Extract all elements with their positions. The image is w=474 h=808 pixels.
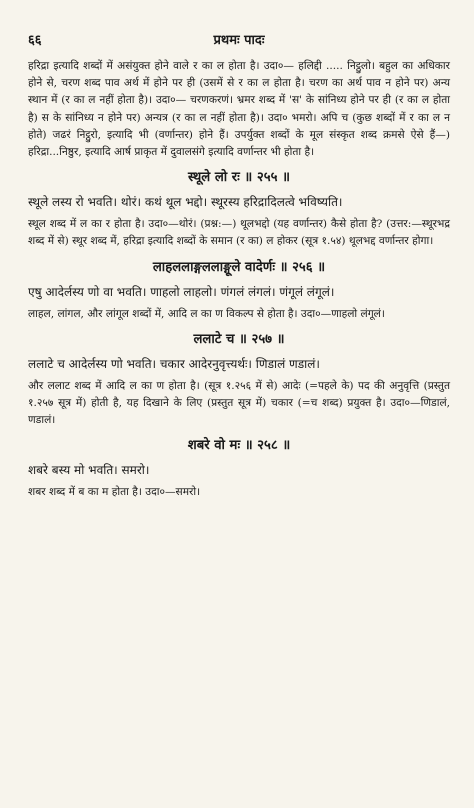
sutra-heading: शबरे वो मः ॥ २५८ ॥ — [187, 438, 291, 454]
sanskrit-vritti: एषु आदेर्लस्य णो वा भवति। णाहलो लाहलो। णंगलं लंगलं। णंगूलं लंगूलं। — [28, 284, 335, 299]
sanskrit-vritti: स्थूले लस्य रो भवति। थोरं। कथं थूल भद्दो। स्थूरस्य हरिद्रादिलत्वे भविष्यति। — [28, 195, 343, 210]
page-header — [28, 30, 450, 52]
sutra-heading: लाहललाङ्गललाङ्गूले वादेर्णः ॥ २५६ ॥ — [152, 259, 326, 275]
sutra-heading: ललाटे च ॥ २५७ ॥ — [193, 331, 285, 347]
sutra-heading: स्थूले लो रः ॥ २५५ ॥ — [188, 170, 290, 186]
sanskrit-vritti: शबरे बस्य मो भवति। समरो। — [28, 463, 150, 478]
running-title: प्रथमः पादः — [213, 33, 265, 48]
hindi-explanation: हरिद्रा इत्यादि शब्दों में असंयुक्त होने वाले र का ल होता है। उदा०— हलिद्दी ..... निट्ठुलो। बहुल का अधिकार होने से, चरण शब्द पाव अर्थ में होने पर ही (उसमें से र का ल होता है। चरण का अर्थ पाव न होने पर) अन्य स्थान में (र का ल नहीं होता है)। उदा०— चरणकरणं। भ्रमर शब्द में 'स' के सांनिध्य होने पर ही (र का ल होता है) स के सांनिध्य न होने पर) अन्यत्र (र का ल नहीं होता है)। उदा० भमरो। अपि च (कुछ शब्दों में र का ल न होते) जढरं निट्ठुरो, इत्यादि भी (वर्णान्तर) होने हैं। उपर्युक्त शब्दों के मूल संस्कृत शब्द क्रमसे ऐसे हैं—) हरिद्रा...निष्ठुर, इत्यादि आर्ष प्राकृत में दुवालसंगे इत्यादि वर्णान्तर भी होता है। — [28, 60, 450, 159]
page-number: ६६ — [28, 33, 42, 48]
hindi-explanation: स्थूल शब्द में ल का र होता है। उदा०—थोरं। (प्रश्न:—) थूलभद्दो (यह वर्णान्तर) कैसे होता है? (उत्तर:—स्थूरभद्र शब्द में से) स्थूर शब्द में, हरिद्रा इत्यादि शब्दों के समान (र का) ल होकर (सूत्र १.५४) थूलभद्द वर्णान्तर होगा। — [28, 218, 450, 248]
hindi-explanation: शबर शब्द में ब का म होता है। उदा०—समरो। — [28, 486, 201, 499]
sanskrit-vritti: ललाटे च आदेर्लस्य णो भवति। चकार आदेरनुवृत्त्यर्थः। णिडालं णडालं। — [28, 356, 320, 371]
hindi-explanation: लाहल, लांगल, और लांगूल शब्दों में, आदि ल का ण विकल्प से होता है। उदा०—णाहलो लंगूलं। — [28, 307, 385, 320]
hindi-explanation: और ललाट शब्द में आदि ल का ण होता है। (सूत्र १.२५६ में से) आदेः (=पहले के) पद की अनुवृत्ति (प्रस्तुत १.२५७ सूत्र में) होती है, यह दिखाने के लिए (प्रस्तुत सूत्र में) चकार (=च शब्द) प्रयुक्त है। उदा०—णिडालं, णडालं। — [28, 379, 450, 427]
